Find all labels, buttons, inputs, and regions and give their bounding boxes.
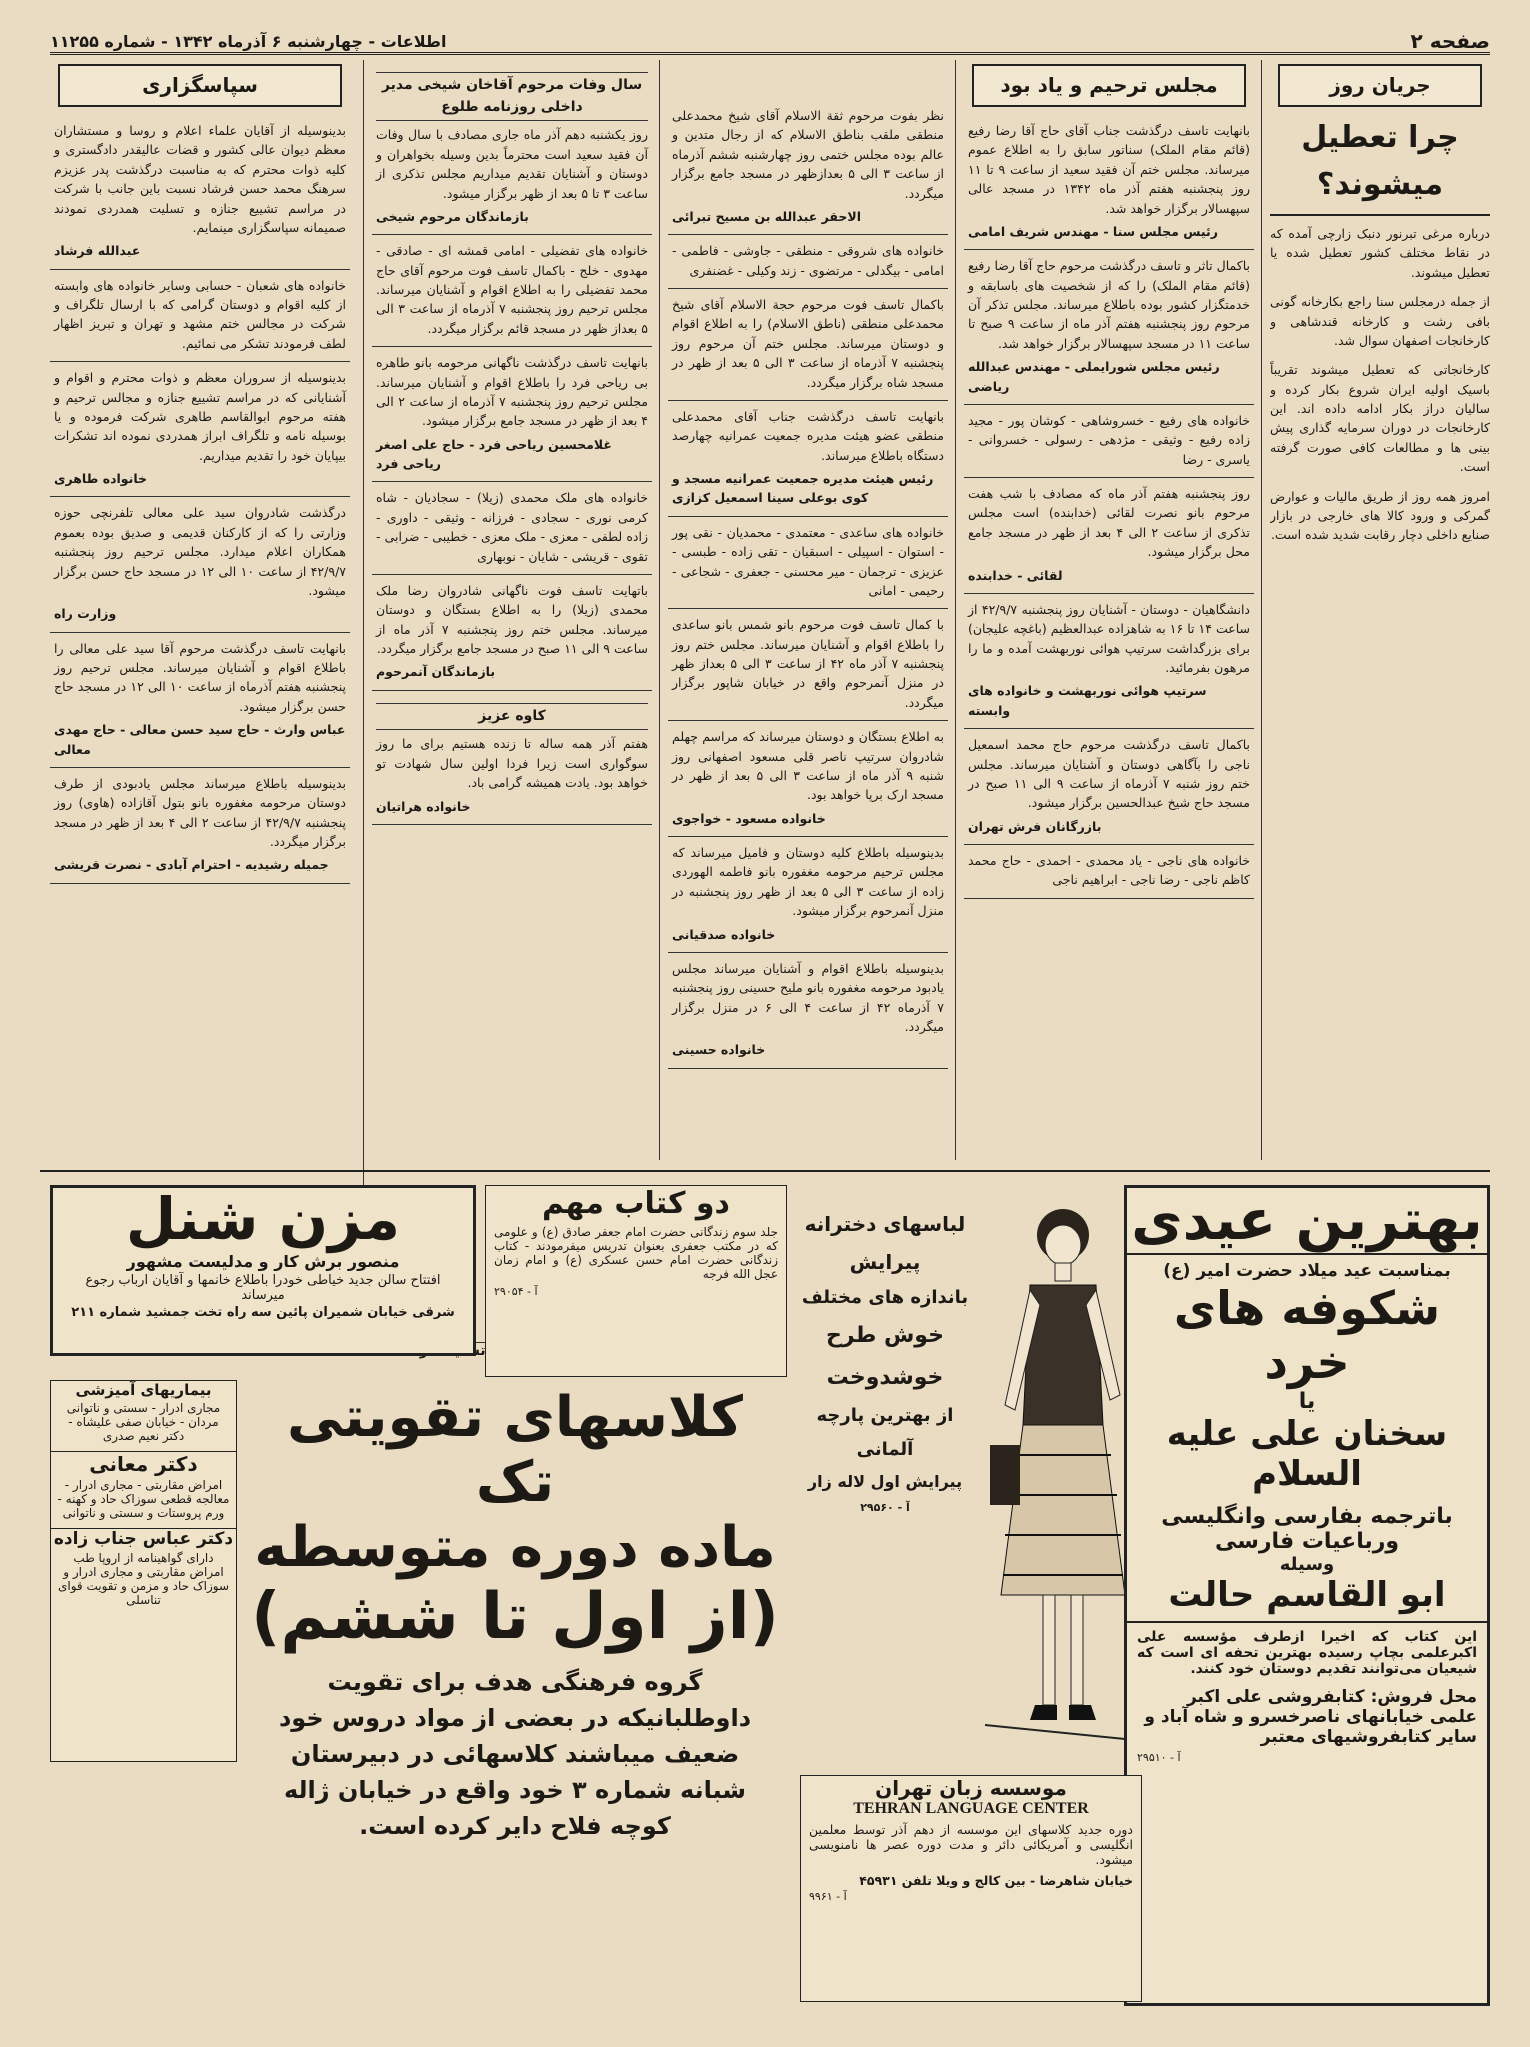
- notice: [964, 845, 1254, 899]
- doctor-name: دکتر معانی: [51, 1451, 236, 1476]
- ad-title-en: TEHRAN LANGUAGE CENTER: [853, 1800, 1089, 1817]
- notice: [372, 482, 652, 575]
- editorial-paragraph: درباره مرغی تبرنور دنبک زارچی آمده که در نقاط مختلف کشور تعطیل شده یا تعطیل میشوند.: [1270, 226, 1490, 280]
- ad-dress-lines: [790, 1205, 980, 1518]
- notice: [50, 633, 350, 768]
- notice: [668, 609, 948, 721]
- memorial-title: مجلس ترحیم و یاد بود: [972, 64, 1246, 107]
- ad-text: دوره جدید کلاسهای این موسسه از دهم آذر توسط معلمین انگلیسی و آمریکائی دائر و مدت دوره عصر ها نامنویسی میشود.: [809, 1822, 1133, 1867]
- editorial-paragraph: کارخانجاتی که تعطیل میشوند تقریباً باسیک اولیه ایران شروع بکار کرده و سالیان دراز بکار ادامه داده اند. این کارخانجات در دوران سرمایه گذاری پیش بینی ها و مطالعات کافی صورت گرفته است.: [1270, 362, 1490, 475]
- ad-line: آلمانی: [856, 1438, 914, 1460]
- notice: [50, 270, 350, 363]
- ad-translation: باترجمه بفارسی وانگلیسی: [1161, 1504, 1453, 1529]
- ad-author: ابو القاسم حالت: [1127, 1575, 1487, 1623]
- notice: [964, 405, 1254, 478]
- notice: [964, 250, 1254, 405]
- notice-text: روز یکشنبه دهم آذر ماه جاری مصادف با سال وفات آن فقید سعید است محترماً بدین وسیله بخواهران و دوستان و آشنایان تقدیم میداریم مجلس تذکری از ساعت ۳ تا ۵ بعد از ظهر برگزار میشود.: [376, 127, 648, 201]
- ad-sales: محل فروش: کتابفروشی علی اکبر علمی خیابانهای ناصرخسرو و شاه آباد و سایر کتابفروشیهای معتبر: [1144, 1687, 1477, 1747]
- notices-column: [372, 60, 652, 1340]
- notice-text: باکمال تاسف درگذشت مرحوم حاج محمد اسمعیل ناجی را بآگاهی دوستان و آشنایان میرساند. مجلس ختم روز شنبه ۷ آذرماه از ساعت ۹ الی ۱۱ صبح در مسجد حاج شیخ عبدالحسین برگزار میشود.: [968, 737, 1250, 811]
- notice-signature: بازماندگان آنمرحوم: [376, 664, 496, 680]
- ad-line: خوش طرح: [826, 1323, 944, 1349]
- doctor-name: دکتر عباس جناب زاده: [51, 1528, 236, 1549]
- notices-column: [668, 100, 948, 1200]
- column-tag: جریان روز: [1278, 64, 1482, 107]
- ad-tutoring-classes: [245, 1385, 785, 2005]
- doctor-text: امراض مقاربتی - مجاری ادرار - معالجه قطعی سوزاک حاد و کهنه - ورم پروستات و سستی و ناتوانی: [57, 1478, 230, 1520]
- section-divider: [40, 1170, 1490, 1172]
- notice-text: بدینوسیله باطلاع کلیه دوستان و فامیل میرساند که مجلس ترحیم مرحومه مغفوره بانو فاطمه الهوردی زاده از ساعت ۳ الی ۵ بعد از ظهر روز پنجشنبه در منزل آنمرحوم برگزار میشود.: [672, 845, 944, 919]
- notice-signature: وزارت راه: [54, 606, 117, 622]
- notice: [668, 837, 948, 953]
- notice-text: به اطلاع بستگان و دوستان میرساند که مراسم چهلم شادروان سرتیپ ناصر قلی مسعود اصفهانی روز شنبه ۹ آذر ماه از ساعت ۳ الی ۵ بعد از ظهر در مسجد ارک برپا خواهد بود.: [672, 729, 944, 803]
- notice: [668, 953, 948, 1069]
- notice-signature: خانواده حسینی: [672, 1042, 766, 1058]
- notice-text: بانهایت تاسف درگذشت جناب آقای حاج آقا رضا رفیع (قائم مقام الملک) سناتور سابق را به اطلاع عموم میرساند. مجلس ختم آن فقید سعید از ساعت ۹ تا ۱۱ روز پنجشنبه هفتم آذر ماه ۱۳۴۲ در مسجد عالی سپهسالار برگزار خواهد شد.: [968, 123, 1251, 216]
- notice-signature: سرتیپ هوائی نوربهشت و خانواده های وابسته: [968, 683, 1207, 718]
- ad-text: جلد سوم زندگانی حضرت امام جعفر صادق (ع) و علومی که در مکتب جعفری بعنوان تدریس میفرمودند - کتاب زندگانی حضرت امام حسن عسکری (ع) و امام زمان عجل الله فرجه: [494, 1225, 778, 1281]
- notice-signature: خانواده مسعود - خواجوی: [672, 810, 826, 826]
- ad-code: آ - ۲۹۵۱۰: [1137, 1751, 1181, 1764]
- ad-code: آ - ۹۹۶۱: [809, 1890, 847, 1903]
- notice-signature: بازماندگان مرحوم شیخی: [376, 208, 529, 224]
- notice-text: باکمال تاثر و تاسف درگذشت مرحوم حاج آقا رضا رفیع (قائم مقام الملک) را که از شخصیت های باسابقه و خدمتگزار کشور بوده باطلاع میرساند. مجلس تذکر آن مرحوم روز پنجشنبه هفتم آذر ماه از ساعت ۹ صبح تا ساعت ۱۱ در مسجد سپهسالار برگزار خواهد شد.: [968, 258, 1250, 351]
- notice-signature: رئیس هیئت مدیره جمعیت عمرانیه مسجد و کوی بوعلی سینا اسمعیل کزازی: [672, 471, 934, 506]
- notice-signature: رئیس مجلس سنا - مهندس شریف امامی: [968, 223, 1218, 239]
- notice: [668, 235, 948, 289]
- doctor-text: مجاری ادرار - سستی و ناتوانی مردان - خیابان صفی علیشاه - دکتر نعیم صدری: [66, 1401, 221, 1443]
- ad-address: شرقی خیابان شمیران پائین سه راه تخت جمشید شماره ۲۱۱: [71, 1304, 455, 1320]
- notice-title: سال وفات مرحوم آقاخان شیخی مدیر داخلی روزنامه طلوع: [376, 72, 648, 121]
- editorial-paragraph: امروز همه روز از طریق مالیات و عوارض گمرکی و ورود کالا های خارجی در بازار صنایع داخلی دچار رقابت شدید شده است.: [1270, 488, 1490, 543]
- notice-text: خانواده های شروقی - منطقی - جاوشی - فاطمی - امامی - بیگدلی - مرتضوی - زند وکیلی - غضنفری: [672, 243, 944, 278]
- notice: [50, 768, 350, 884]
- notice: [50, 497, 350, 632]
- notice: [964, 115, 1254, 250]
- ad-title: کلاسهای تقویتی تک: [287, 1385, 743, 1515]
- masthead-info: اطلاعات - چهارشنبه ۶ آذرماه ۱۳۴۲ - شماره ۱۱۲۵۵: [50, 31, 447, 51]
- notice: [668, 401, 948, 517]
- ad-text: گروه فرهنگی هدف برای تقویت داوطلبانیکه در بعضی از مواد دروس خود ضعیف میباشند کلاسهائی در دبیرستان شبانه شماره ۳ خود واقع در خیابان ژاله کوچه فلاح دایر کرده است.: [278, 1668, 752, 1840]
- thanks-title: سپاسگزاری: [58, 64, 342, 107]
- ad-dresses: [790, 1185, 1140, 1755]
- column-rule: [363, 60, 364, 1340]
- ad-title: مزن شنل: [125, 1185, 401, 1253]
- notice-text: روز پنجشنبه هفتم آذر ماه که مصادف با شب هفت مرحوم بانو نصرت لقائی (خدابنده) است مجلس تذکری از ساعت ۲ الی ۴ بعد از ظهر در مسجد جامع محل برگزار میشود.: [968, 486, 1250, 560]
- notice-signature: خانواده صدقیانی: [672, 926, 776, 942]
- notice-signature: رئیس مجلس شورایملی - مهندس عبدالله ریاضی: [968, 359, 1220, 394]
- notice-text: بانهایت تاسف درگذشت ناگهانی مرحومه بانو طاهره بی ریاحی فرد را باطلاع اقوام و آشنایان میرساند. مجلس ترحیم روز پنجشنبه ۷ آذرماه از ساعت ۲ الی ۴ بعد از ظهر در مسجد جامع برگزار میشود.: [376, 355, 648, 429]
- doctor-text: دارای گواهینامه از اروپا طب امراض مقاربتی و مجاری ادرار و سوزاک حاد و مزمن و تقویت قوای تناسلی: [57, 1551, 230, 1607]
- ad-address: خیابان شاهرضا - بین کالج و ویلا تلفن ۴۵۹۳۱: [859, 1873, 1133, 1888]
- notice: [372, 691, 652, 825]
- notice-text: بانهایت تاسف درگذشت مرحوم آقا سید علی معالی را باطلاع اقوام و آشنایان میرساند. مجلس ترحیم روز پنجشنبه هفتم آذرماه از ساعت ۱۰ الی ۱۲ در مسجد حاج حسن برگزار میشود.: [54, 640, 346, 714]
- notice-text: خانواده های رفیع - خسروشاهی - کوشان پور - مجید زاده رفیع - وثیقی - مژدهی - رسولی - خسروانی - یاسری - رضا: [968, 412, 1250, 467]
- notice: [50, 115, 350, 270]
- ad-title: موسسه زبان تهران: [875, 1776, 1067, 1800]
- ad-text: افتتاح سالن جدید خیاطی خودرا باطلاع خانمها و آقایان ارباب رجوع میرساند: [85, 1272, 441, 1303]
- notice-text: خانواده های تفضیلی - امامی قمشه ای - صادقی - مهدوی - خلج - باکمال تاسف فوت مرحوم آقای حاج محمد تفضیلی را به اطلاع اقوام و آشنایان میرساند. مجلس ترحیم روز پنجشنبه ۷ آذرماه از ساعت ۳ الی ۵ بعداز ظهر در مسجد قائم برگزار میگردد.: [376, 243, 648, 336]
- ad-description: این کتاب که اخیرا ازطرف مؤسسه علی اکبرعلمی بچاپ رسیده بهترین تحفه ای است که شیعیان می‌توانند تقدیم دوستان خود کنند.: [1137, 1629, 1477, 1677]
- notice-signature: جمیله رشیدیه - احترام آبادی - نصرت قریشی: [54, 857, 329, 873]
- notice: [50, 362, 350, 497]
- notice-text: بدینوسیله از سروران معظم و ذوات محترم و اقوام و آشنایانی که در مراسم تشییع جنازه و مجالس ترحیم و هفته مرحوم ابوالقاسم طاهری شرکت فرموده و یا بوسیله نامه و تلگراف ابراز همدردی نموده اند تشکرات بیپایان خود را تقدیم میداریم.: [54, 370, 346, 463]
- notice-text: خانواده های شعبان - حسابی وسایر خانواده های وابسته از کلیه اقوام و دوستان گرامی که با ارسال تلگراف و شرکت در مجالس ختم مشهد و تهران و تبریز اظهار لطف فرمودند تشکر می نمائیم.: [54, 277, 346, 351]
- page-label: صفحه ۲: [1410, 29, 1490, 53]
- ad-tehran-language-center: [800, 1775, 1142, 2002]
- notice-signature: خانواده هراتیان: [376, 798, 471, 814]
- notice: [964, 478, 1254, 594]
- doctor-heading: بیماریهای آمیزشی: [75, 1381, 212, 1399]
- ad-line: پیرایش: [849, 1250, 921, 1274]
- column-rule: [659, 60, 660, 1160]
- notice-signature: بازرگانان فرش تهران: [968, 818, 1102, 834]
- ad-subtitle: منصور برش کار و مدلیست مشهور: [126, 1251, 400, 1271]
- notice-text: دانشگاهیان - دوستان - آشنایان روز پنجشنبه ۴۲/۹/۷ از ساعت ۱۴ تا ۱۶ به شاهزاده عبدالعظیم (باغچه علیجان) برای بزرگداشت سرتیپ هوائی نوربهشت آمده و ما را مرهون بفرمائید.: [968, 601, 1250, 675]
- ad-doctors: [50, 1380, 237, 1762]
- notice-signature: عباس وارث - حاج سید حسن معالی - حاج مهدی معالی: [54, 722, 346, 757]
- masthead: [50, 30, 1490, 55]
- thanks-column: [50, 60, 350, 1350]
- ad-best-eidi: [1124, 1185, 1490, 2006]
- notice: [964, 594, 1254, 729]
- ad-code: آ - ۲۹۰۵۴: [494, 1285, 538, 1298]
- notice-signature: لقائی - خدابنده: [968, 567, 1063, 583]
- notice-text: خانواده های ساعدی - معتمدی - محمدیان - نقی پور - استوان - اسپیلی - اسبقیان - تقی زاده - طبسی - عزیزی - ترجمان - میر محسنی - جعفری - شجاعی - رحیمی - امانی: [672, 524, 944, 598]
- ad-title-3: (از اول تا ششم): [251, 1580, 779, 1654]
- notice-title: کاوه عزیز: [376, 703, 648, 731]
- ad-title: دو کتاب مهم: [542, 1186, 730, 1221]
- notice-text: بدینوسیله باطلاع اقوام و آشنایان میرساند مجلس یادبود مرحومه مغفوره بانو ملیح حسینی روز پنجشنبه ۷ آذرماه ۴۲ از ساعت ۴ الی ۶ در منزل برگزار میگردد.: [672, 960, 945, 1034]
- ad-title-2: ماده دوره متوسطه: [254, 1515, 776, 1580]
- notice-text: بانهایت تاسف درگذشت جناب آقای محمدعلی منطقی عضو هیئت مدیره جمعیت عمرانیه چهارصد دستگاه باطلاع میرساند.: [672, 408, 944, 463]
- notice: [372, 347, 652, 482]
- notice: [668, 721, 948, 837]
- editorial-headline: چرا تعطیل میشوند؟: [1270, 115, 1490, 216]
- notice: [372, 60, 652, 235]
- notice: [668, 289, 948, 401]
- ad-title: بهترین عیدی: [1127, 1188, 1487, 1255]
- notice: [372, 235, 652, 347]
- ad-two-books: [485, 1185, 787, 1377]
- ad-mazan-tailor: [50, 1185, 476, 1356]
- notice-text: خانواده های ناجی - یاد محمدی - احمدی - حاج محمد کاظم ناجی - رضا ناجی - ابراهیم ناجی: [968, 853, 1250, 888]
- notice-signature: خانواده طاهری: [54, 471, 148, 486]
- ad-book-title: شکوفه های خرد: [1173, 1281, 1441, 1389]
- notice-text: نظر بفوت مرحوم ثقة الاسلام آقای شیخ محمدعلی منطقی ملقب بناطق الاسلام که از رجال متدین و عالم بوده مجلس ختمی روز چهارشنبه ششم آذرماه از ساعت ۳ الی ۵ بعدازظهر در مسجد جامع برگزار میگردد.: [672, 108, 944, 201]
- editorial-column: [1270, 60, 1490, 1160]
- column-rule: [1261, 60, 1262, 1160]
- ad-code: آ - ۲۹۵۶۰: [860, 1500, 910, 1514]
- ad-line: از بهترین پارچه: [816, 1404, 954, 1426]
- notice-signature: الاحقر عبدالله بن مسیح تبرائی: [672, 208, 862, 224]
- notice-text: خانواده های ملک محمدی (زیلا) - سجادیان - شاه کرمی نوری - سجادی - فرزانه - وثیقی - داوری - زاده لطفی - معزی - ملک معزی - خطیبی - ضرابی - تقوی - قریشی - شایان - نوبهاری: [376, 490, 648, 564]
- ad-line: باندازه های مختلف: [801, 1287, 969, 1308]
- notice-text: بدینوسیله باطلاع میرساند مجلس یادبودی از طرف دوستان مرحومه مغفوره بانو بتول آقازاده (هاوی) روز پنجشنبه ۴۲/۹/۷ از ساعت ۲ الی ۴ بعد از ظهر در مسجد برگزار میگردد.: [54, 775, 346, 849]
- ad-line: خوشدوخت: [826, 1364, 944, 1390]
- ad-book-title-2: سخنان علی علیه السلام: [1166, 1414, 1448, 1494]
- ad-subtitle: بمناسبت عید میلاد حضرت امیر (ع): [1163, 1261, 1451, 1281]
- column-rule: [955, 60, 956, 1160]
- notice: [964, 729, 1254, 845]
- notice-text: باتهایت تاسف فوت ناگهانی شادروان رضا ملک محمدی (زیلا) را به اطلاع بستگان و دوستان میرساند. مجلس ختم روز پنجشنبه ۷ آذر ماه از ساعت ۹ الی ۱۱ صبح در مسجد جامع برگزار میگردد.: [376, 582, 648, 656]
- ad-line: پیرایش اول لاله زار: [807, 1472, 963, 1492]
- notice-text: بدینوسیله از آقایان علماء اعلام و روسا و مستشاران معظم دیوان عالی کشور و قضات عالیقدر دادگستری و کلیه ذوات محترم که به مناسبت درگذشت پدر عزیزم سرهنگ محمد حسن فرشاد نسبت باین جانب با شرکت در مراسم تشییع جنازه و تسلیت همدردی نمودند صمیمانه سپاسگزاری مینمایم.: [54, 123, 346, 235]
- memorial-column: [964, 60, 1254, 1160]
- notice: [668, 517, 948, 610]
- ad-or: یا: [1298, 1389, 1316, 1414]
- notice: [668, 100, 948, 235]
- notice-signature: غلامحسین ریاحی فرد - حاج علی اصغر ریاحی فرد: [376, 436, 612, 471]
- notice-text: هفتم آذر همه ساله تا زنده هستیم برای ما روز سوگواری است زیرا فردا اولین سال شهادت تو خواهد بود. یادت همیشه گرامی باد.: [376, 736, 648, 791]
- notice-text: با کمال تاسف فوت مرحوم بانو شمس بانو ساعدی را باطلاع اقوام و آشنایان میرساند. مجلس ختم روز پنجشنبه ۷ آذر ماه ۴۲ از ساعت ۳ الی ۵ بعداز ظهر در منزل آنمرحوم واقع در خیابان شاپور برگزار میگردد.: [672, 617, 944, 710]
- notice-text: باکمال تاسف فوت مرحوم حجة الاسلام آقای شیخ محمدعلی منطقی (ناطق الاسلام) را به اطلاع اقوام و دوستان میرساند. مجلس ختم آن مرحوم روز پنجشنبه ۷ آذرماه از ساعت ۳ الی ۵ بعد از ظهر در مسجد شاه برگزار میگردد.: [672, 297, 945, 390]
- ad-line: لباسهای دخترانه: [804, 1212, 966, 1236]
- ad-via: وسیله: [1279, 1554, 1335, 1575]
- notice-text: درگذشت شادروان سید علی معالی تلفرنچی حوزه وزارتی را که از کارکنان قدیمی و صدیق بوده بعموم همکاران اعلام میدارد. مجلس ترحیم روز پنجشنبه ۴۲/۹/۷ از ساعت ۱۰ الی ۱۲ در مسجد حاج حسن برگزار میشود.: [54, 505, 346, 598]
- notice-signature: عبدالله فرشاد: [54, 243, 141, 259]
- editorial-paragraph: از جمله درمجلس سنا راجع بکارخانه گونی بافی رشت و کارخانه قندشاهی و کارخانجات اصفهان سوال شد.: [1270, 294, 1490, 348]
- notice: [372, 575, 652, 691]
- girl-dress-illustration: [985, 1195, 1135, 1755]
- ad-translation-2: ورباعیات فارسی: [1214, 1529, 1400, 1554]
